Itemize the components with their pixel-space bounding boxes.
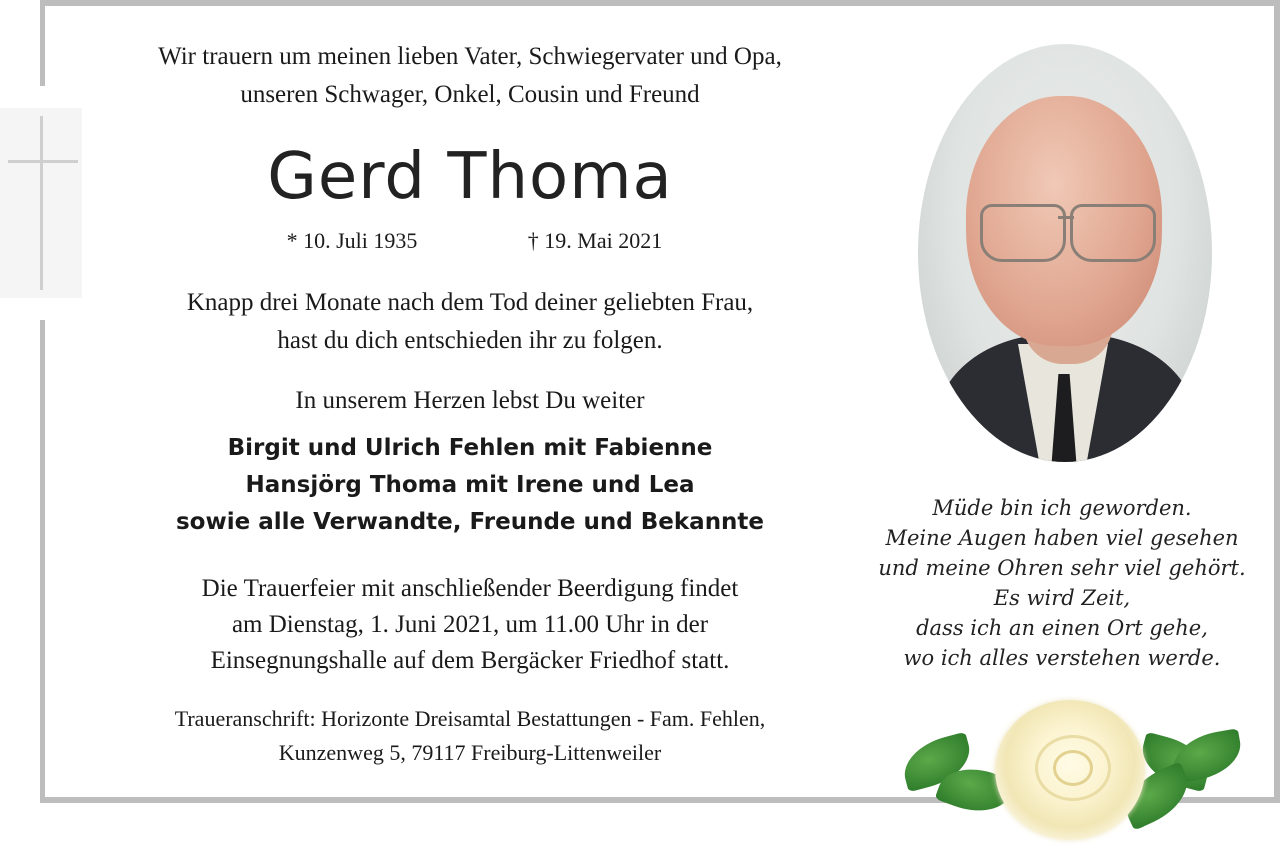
poem-line: Es wird Zeit,	[993, 586, 1131, 610]
service-line: Die Trauerfeier mit anschließender Beerdigung findet	[201, 575, 739, 602]
intro-line: unseren Schwager, Onkel, Cousin und Freund	[240, 81, 700, 108]
poem-line: dass ich an einen Ort gehe,	[916, 616, 1208, 640]
frame-right-border	[1274, 0, 1280, 803]
poem-line: Meine Augen haben viel gesehen	[885, 526, 1239, 550]
frame-left-border	[40, 0, 45, 86]
mourner-line: sowie alle Verwandte, Freunde und Bekannte	[175, 509, 765, 535]
death-date: † 19. Mai 2021	[527, 228, 663, 253]
poem-line: und meine Ohren sehr viel gehört.	[878, 556, 1246, 580]
deceased-name: Gerd Thoma	[267, 140, 673, 214]
mourning-address	[70, 702, 870, 770]
mourners-list	[70, 430, 870, 541]
frame-left-border	[40, 320, 45, 802]
address-line: Traueranschrift: Horizonte Dreisamtal Bestattungen - Fam. Fehlen,	[174, 706, 766, 731]
poem	[872, 493, 1252, 673]
poem-line: wo ich alles verstehen werde.	[903, 646, 1221, 670]
birth-date: * 10. Juli 1935	[286, 228, 418, 253]
heart-line: In unserem Herzen lebst Du weiter	[295, 387, 645, 414]
white-rose	[890, 690, 1250, 850]
mourner-line: Birgit und Ulrich Fehlen mit Fabienne	[227, 435, 713, 461]
poem-line: Müde bin ich geworden.	[932, 496, 1192, 520]
message-line: hast du dich entschieden ihr zu folgen.	[277, 327, 663, 354]
message-line: Knapp drei Monate nach dem Tod deiner geliebten Frau,	[186, 289, 754, 316]
address-line: Kunzenweg 5, 79117 Freiburg-Littenweiler	[278, 740, 662, 765]
service-line: Einsegnungshalle auf dem Bergäcker Friedhof statt.	[210, 647, 730, 674]
mourner-line: Hansjörg Thoma mit Irene und Lea	[245, 472, 695, 498]
portrait-photo	[918, 44, 1212, 462]
frame-top-border	[40, 0, 1280, 6]
intro-line: Wir trauern um meinen lieben Vater, Schwiegervater und Opa,	[158, 43, 782, 70]
service-line: am Dienstag, 1. Juni 2021, um 11.00 Uhr in der	[231, 611, 709, 638]
